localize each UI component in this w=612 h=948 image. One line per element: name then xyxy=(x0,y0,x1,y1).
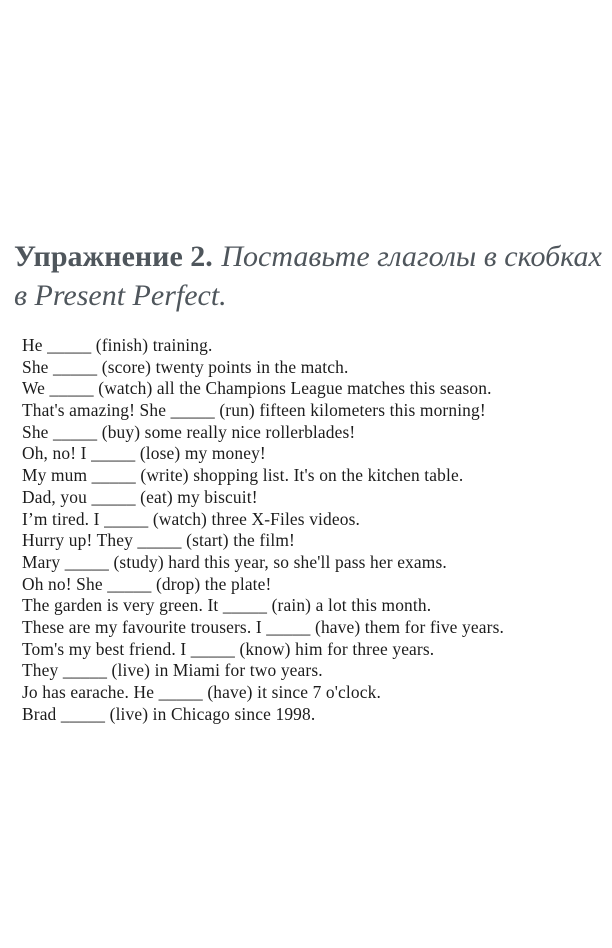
sentence-2: She _____ (score) twenty points in the match. xyxy=(22,356,349,377)
exercise-instruction: Поставьте глаголы в скобках в Present Perfect. xyxy=(14,240,602,312)
sentence-9: I’m tired. I _____ (watch) three X-Files videos. xyxy=(22,508,361,529)
sentence-15: Tom's my best friend. I _____ (know) him for three years. xyxy=(22,638,435,659)
sentence-17: Jo has earache. He _____ (have) it since 7 o'clock. xyxy=(22,682,381,702)
exercise-heading xyxy=(14,238,604,316)
sentence-5: She _____ (buy) some really nice rollerblades! xyxy=(22,421,356,442)
sentence-18: Brad _____ (live) in Chicago since 1998. xyxy=(22,703,316,724)
sentence-8: Dad, you _____ (eat) my biscuit! xyxy=(22,486,258,507)
sentence-3: We _____ (watch) all the Champions League matches this season. xyxy=(22,378,492,399)
sentence-1: He _____ (finish) training. xyxy=(22,335,213,355)
sentence-7: My mum _____ (write) shopping list. It's on the kitchen table. xyxy=(22,465,464,486)
sentence-13: The garden is very green. It _____ (rain) a lot this month. xyxy=(22,595,432,616)
sentence-list xyxy=(22,335,607,725)
sentence-16: They _____ (live) in Miami for two years. xyxy=(22,660,323,681)
sentence-6: Oh, no! I _____ (lose) my money! xyxy=(22,443,266,464)
sentence-10: Hurry up! They _____ (start) the film! xyxy=(22,530,295,551)
exercise-label: Упражнение 2. xyxy=(14,240,213,273)
sentence-12: Oh no! She _____ (drop) the plate! xyxy=(22,573,272,594)
sentence-11: Mary _____ (study) hard this year, so she'll pass her exams. xyxy=(22,551,447,572)
sentence-14: These are my favourite trousers. I _____ (have) them for five years. xyxy=(22,616,504,637)
sentence-4: That's amazing! She _____ (run) fifteen kilometers this morning! xyxy=(22,400,486,421)
